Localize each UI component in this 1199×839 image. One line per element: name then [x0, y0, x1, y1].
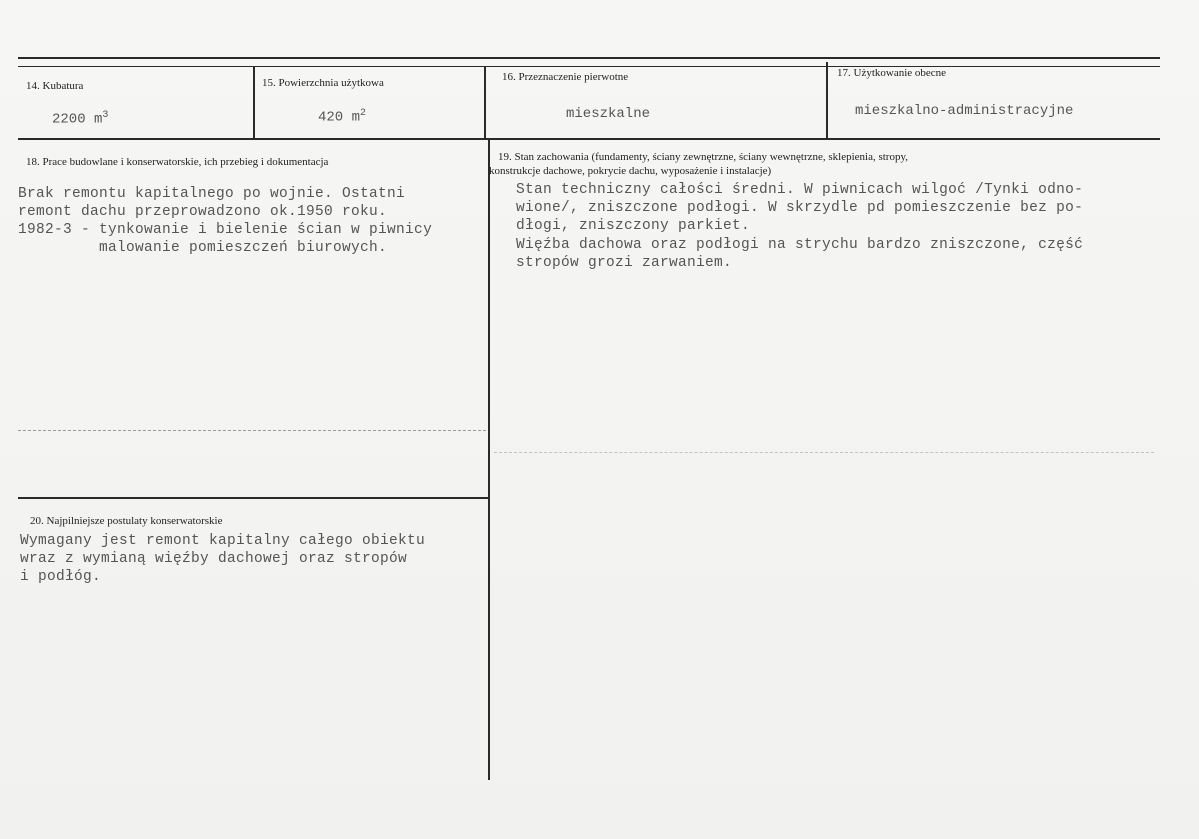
powierzchnia-value: [318, 108, 366, 126]
divider-14-15: [253, 66, 255, 138]
prace-line-2: remont dachu przeprowadzono ok.1950 roku.: [18, 204, 388, 220]
prace-line-1: Brak remontu kapitalnego po wojnie. Ostatni: [18, 186, 406, 202]
divider-16-17: [826, 62, 828, 138]
dotted-guide-right: [494, 452, 1154, 453]
powierzchnia-exponent: 2: [360, 108, 367, 119]
section20-top-line: [18, 497, 488, 499]
prace-line-3: 1982-3 - tynkowanie i bielenie ścian w piwnicy: [18, 222, 433, 238]
kubatura-number: 2200 m: [52, 111, 103, 128]
header-row-line: [18, 66, 1160, 67]
kubatura-value: [52, 110, 108, 128]
powierzchnia-number: 420 m: [318, 109, 361, 126]
divider-15-16: [484, 66, 486, 138]
divider-main-column: [488, 140, 490, 780]
postulaty-label: 20. Najpilniejsze postulaty konserwatorskie: [30, 515, 223, 527]
prace-label: 18. Prace budowlane i konserwatorskie, ich przebieg i dokumentacja: [26, 156, 329, 168]
stan-line-3: dłogi, zniszczony parkiet.: [516, 218, 751, 234]
powierzchnia-label: 15. Powierzchnia użytkowa: [262, 77, 384, 89]
dotted-guide-left: [18, 430, 486, 431]
postulaty-line-1: Wymagany jest remont kapitalny całego obiektu: [20, 533, 426, 549]
stan-line-2: wione/, zniszczone podłogi. W skrzydle pd pomieszczenie bez po-: [516, 200, 1084, 216]
top-border-line: [18, 57, 1160, 59]
kubatura-exponent: 3: [102, 110, 109, 121]
uzytkowanie-label: 17. Użytkowanie obecne: [837, 67, 947, 79]
postulaty-line-3: i podłóg.: [20, 569, 102, 585]
row1-bottom-line: [18, 138, 1160, 140]
uzytkowanie-value: mieszkalno-administracyjne: [855, 103, 1074, 119]
kubatura-label: 14. Kubatura: [26, 80, 84, 92]
przeznaczenie-value: mieszkalne: [566, 106, 651, 122]
postulaty-line-2: wraz z wymianą więźby dachowej oraz stropów: [20, 551, 408, 567]
przeznaczenie-label: 16. Przeznaczenie pierwotne: [502, 71, 629, 83]
stan-line-5: stropów grozi zarwaniem.: [516, 255, 733, 271]
prace-line-4: malowanie pomieszczeń biurowych.: [18, 240, 388, 256]
stan-label-line-1: 19. Stan zachowania (fundamenty, ściany zewnętrzne, ściany wewnętrzne, sklepienia, stropy,: [498, 151, 909, 163]
stan-line-4: Więźba dachowa oraz podłogi na strychu bardzo zniszczone, część: [516, 237, 1084, 253]
stan-label-line-2: konstrukcje dachowe, pokrycie dachu, wyposażenie i instalacje): [489, 165, 772, 177]
stan-line-1: Stan techniczny całości średni. W piwnicach wilgoć /Tynki odno-: [516, 182, 1084, 198]
